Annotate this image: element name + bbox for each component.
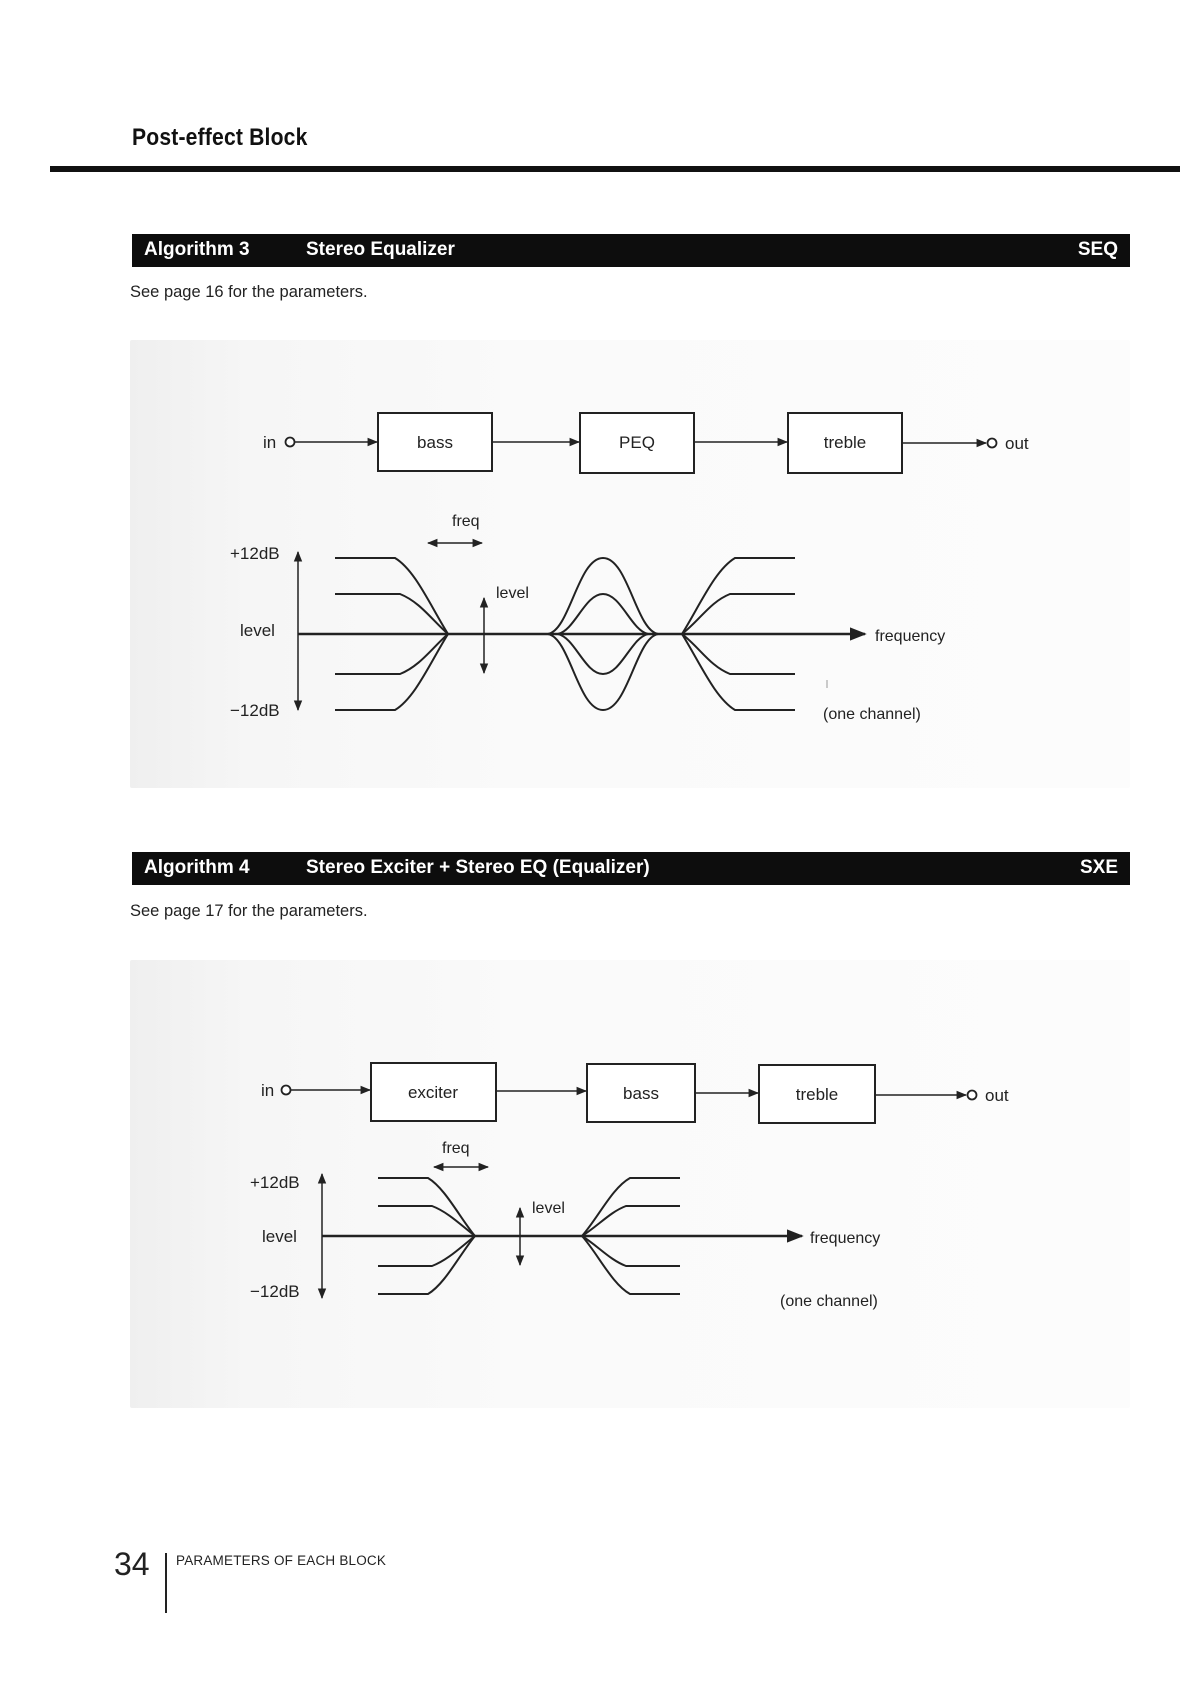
algorithm-3-number: Algorithm 3	[144, 239, 250, 260]
seq-plus-db: +12dB	[230, 544, 280, 563]
sxe-plus-db: +12dB	[250, 1173, 300, 1192]
algorithm-4-code: SXE	[1079, 857, 1118, 878]
sxe-frequency-label: frequency	[810, 1230, 881, 1247]
algorithm-3-note: See page 16 for the parameters.	[130, 283, 368, 301]
algorithm-4-name: Stereo Exciter + Stereo EQ (Equalizer)	[306, 857, 650, 878]
sxe-minus-db: −12dB	[250, 1282, 300, 1301]
seq-out-label: out	[1005, 434, 1029, 453]
seq-in-terminal	[286, 438, 295, 447]
sxe-block-treble-label: treble	[795, 1085, 839, 1104]
sxe-out-label: out	[985, 1086, 1009, 1105]
seq-block-treble-label: treble	[823, 433, 867, 452]
seq-channel-note: (one channel)	[823, 706, 921, 723]
footer-section-label: PARAMETERS OF EACH BLOCK	[176, 1553, 387, 1568]
sxe-diagram-svg	[130, 960, 1130, 1408]
sxe-freq-label: freq	[442, 1140, 470, 1157]
seq-block-bass-label: bass	[417, 433, 453, 452]
page-number: 34	[114, 1546, 150, 1582]
header-rule	[50, 166, 1180, 172]
sxe-block-exciter-label: exciter	[407, 1083, 459, 1102]
seq-frequency-label: frequency	[875, 628, 946, 645]
sxe-in-terminal	[282, 1086, 291, 1095]
section-title: Post-effect Block	[132, 124, 308, 151]
sxe-channel-note: (one channel)	[780, 1293, 878, 1310]
sxe-in-label: in	[261, 1081, 275, 1100]
seq-freq-label: freq	[452, 513, 480, 530]
algorithm-3-name: Stereo Equalizer	[306, 239, 455, 260]
seq-minus-db: −12dB	[230, 701, 280, 720]
algorithm-4-note: See page 17 for the parameters.	[130, 902, 368, 920]
algorithm-4-header	[132, 852, 1130, 885]
algorithm-3-header	[132, 234, 1130, 267]
seq-in-label: in	[263, 433, 277, 452]
algorithm-3-code: SEQ	[1077, 239, 1118, 260]
sxe-axis-label: level	[262, 1227, 297, 1246]
footer-divider	[165, 1553, 167, 1613]
seq-out-terminal	[988, 439, 997, 448]
seq-block-peq-label: PEQ	[619, 433, 655, 452]
seq-level-marker-label: level	[496, 585, 529, 602]
seq-diagram-svg	[130, 340, 1130, 788]
algorithm-3-diagram	[130, 340, 1130, 788]
sxe-block-bass-label: bass	[623, 1084, 659, 1103]
algorithm-4-number: Algorithm 4	[144, 857, 250, 878]
sxe-out-terminal	[968, 1091, 977, 1100]
sxe-level-marker-label: level	[532, 1200, 565, 1217]
seq-axis-label: level	[240, 621, 275, 640]
algorithm-4-diagram	[130, 960, 1130, 1408]
